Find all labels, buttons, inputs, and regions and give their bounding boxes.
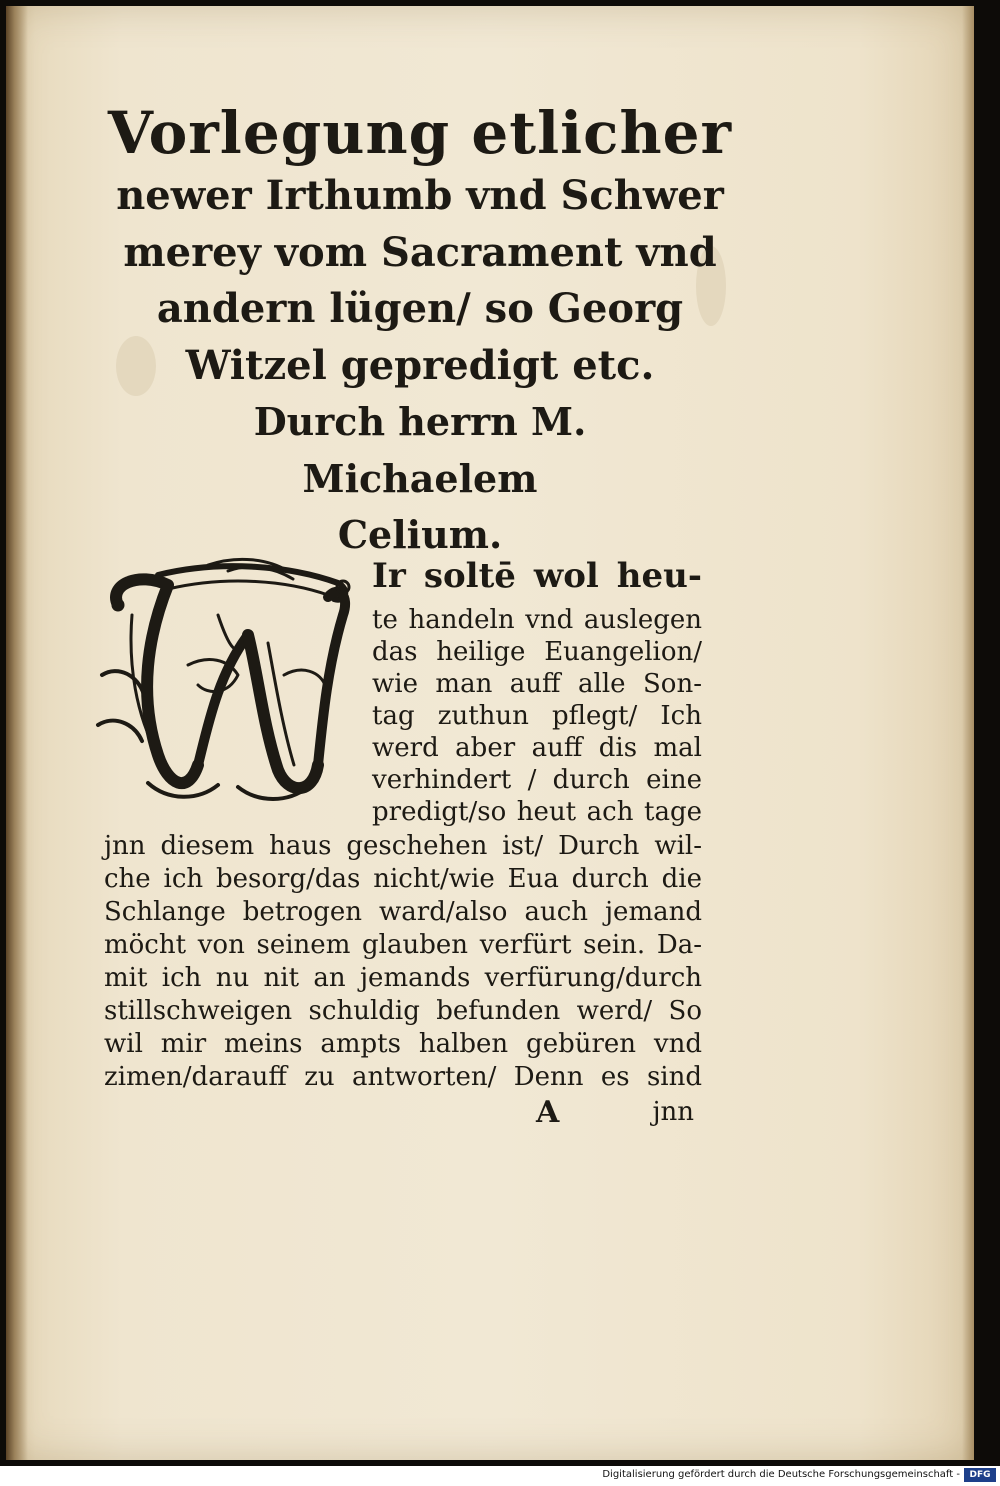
text-line: che ich besorg/das nicht/wie Eua durch die bbox=[104, 864, 702, 894]
text-line: predigt/so heut ach tage bbox=[372, 797, 702, 827]
catchword: jnn bbox=[652, 1097, 694, 1127]
text-line: te handeln vnd auslegen bbox=[372, 605, 702, 635]
text-line: zimen/darauff zu antworten/ Denn es sind bbox=[104, 1062, 702, 1092]
text-line: wil mir meins ampts halben gebüren vnd bbox=[104, 1029, 702, 1059]
digitization-footer bbox=[0, 1466, 1000, 1486]
author-line: Celium. bbox=[337, 512, 503, 557]
text-line: verhindert / durch eine bbox=[372, 765, 702, 795]
text-line: jnn diesem haus geschehen ist/ Durch wil- bbox=[104, 831, 702, 861]
page-footer-marks bbox=[104, 1095, 702, 1135]
text-line: Ir soltē wol heu- bbox=[372, 556, 702, 596]
title-line: newer Irthumb vnd Schwer bbox=[116, 172, 724, 219]
page-edge bbox=[962, 6, 974, 1460]
title-line: Witzel gepredigt etc. bbox=[185, 341, 655, 389]
ornamental-initial-w bbox=[88, 555, 356, 805]
text-line: werd aber auff dis mal bbox=[372, 733, 702, 763]
author-line: Michaelem bbox=[302, 455, 538, 501]
dfg-logo: DFG bbox=[964, 1468, 996, 1482]
text-line: möcht von seinem glauben verfürt sein. Da- bbox=[104, 930, 702, 960]
title-line: Vorlegung etlicher bbox=[107, 99, 733, 167]
text-line: Schlange betrogen ward/also auch jemand bbox=[104, 897, 702, 927]
title-line: merey vom Sacrament vnd bbox=[123, 228, 717, 276]
text-line: wie man auff alle Son- bbox=[372, 669, 702, 699]
author-line: Durch herrn M. bbox=[253, 399, 587, 444]
text-line: tag zuthun pflegt/ Ich bbox=[372, 701, 702, 731]
title-block bbox=[100, 98, 740, 564]
title-line: andern lügen/ so Georg bbox=[156, 285, 684, 332]
text-line: stillschweigen schuldig befunden werd/ So bbox=[104, 996, 702, 1026]
page-gutter bbox=[6, 6, 28, 1460]
text-line: mit ich nu nit an jemands verfürung/durch bbox=[104, 963, 702, 993]
text-line: das heilige Euangelion/ bbox=[372, 637, 702, 667]
signature-mark: A bbox=[536, 1095, 560, 1130]
funding-credit: Digitalisierung gefördert durch die Deutsche Forschungsgemeinschaft - bbox=[602, 1469, 960, 1480]
